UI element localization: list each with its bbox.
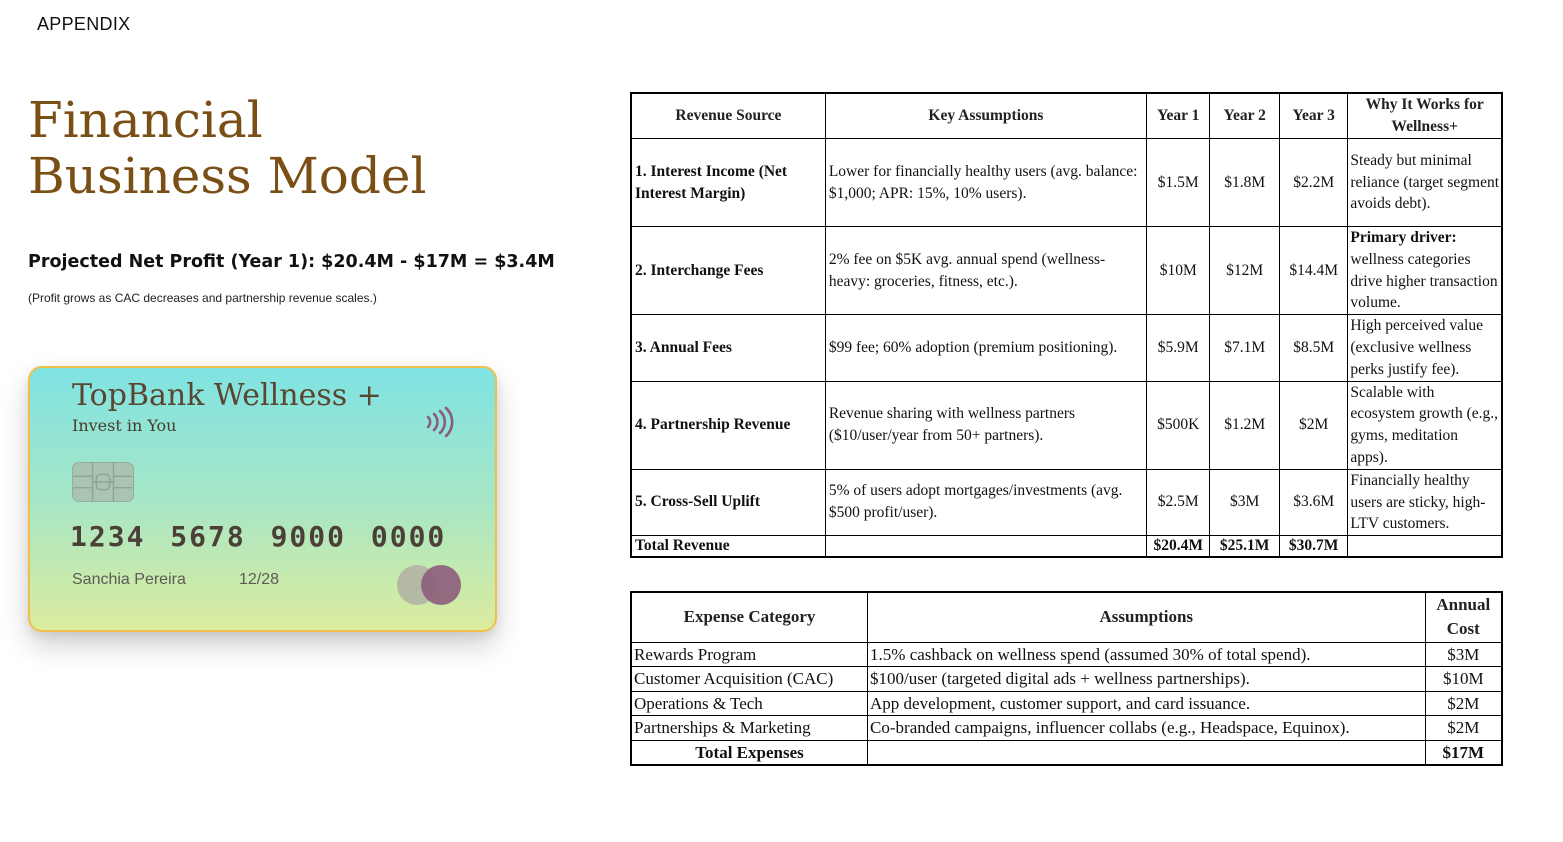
revenue-source: 2. Interchange Fees [631, 227, 825, 315]
year-1-value: $2.5M [1147, 469, 1210, 535]
expense-assumptions: App development, customer support, and card issuance. [868, 691, 1426, 716]
why-it-works-highlight: Primary driver: [1350, 229, 1457, 246]
why-it-works [1348, 227, 1502, 315]
key-assumptions: $99 fee; 60% adoption (premium positioning). [825, 315, 1146, 381]
annual-cost: $10M [1425, 667, 1502, 692]
expense-assumptions: $100/user (targeted digital ads + wellness partnerships). [868, 667, 1426, 692]
expense-table-header [631, 592, 1502, 642]
revenue-source: 3. Annual Fees [631, 315, 825, 381]
year-3-value: $3.6M [1279, 469, 1347, 535]
total-year-1: $20.4M [1147, 536, 1210, 557]
why-it-works [1348, 315, 1502, 381]
expense-category: Partnerships & Marketing [631, 716, 868, 741]
section-label: APPENDIX [37, 14, 131, 34]
annual-cost: $3M [1425, 642, 1502, 667]
credit-card-mockup [28, 366, 497, 632]
why-it-works-text: Financially healthy users are sticky, high-LTV customers. [1350, 471, 1486, 533]
annual-cost: $2M [1425, 691, 1502, 716]
revenue-source: 4. Partnership Revenue [631, 381, 825, 469]
net-profit-headline: Projected Net Profit (Year 1): $20.4M - $17M = $3.4M [28, 252, 555, 272]
annual-cost: $2M [1425, 716, 1502, 741]
why-it-works-text: Steady but minimal reliance (target segment avoids debt). [1350, 151, 1500, 213]
card-brand-name: TopBank Wellness + [72, 378, 382, 413]
table-row [631, 469, 1502, 535]
total-expenses-cost: $17M [1425, 740, 1502, 765]
key-assumptions: Revenue sharing with wellness partners ($10/user/year from 50+ partners). [825, 381, 1146, 469]
why-it-works-text: High perceived value (exclusive wellness perks justify fee). [1350, 317, 1483, 378]
key-assumptions: 5% of users adopt mortgages/investments (avg. $500 profit/user). [825, 469, 1146, 535]
year-2-value: $7.1M [1210, 315, 1279, 381]
why-it-works [1348, 381, 1502, 469]
header-annual-cost: Annual Cost [1425, 592, 1502, 642]
expense-category: Rewards Program [631, 642, 868, 667]
network-circle-right [421, 565, 461, 605]
chip-icon [72, 462, 134, 502]
page-title [28, 92, 427, 204]
table-row [631, 667, 1502, 692]
total-row [631, 740, 1502, 765]
year-2-value: $1.8M [1210, 139, 1279, 227]
year-1-value: $10M [1147, 227, 1210, 315]
card-number: 1234 5678 9000 0000 [70, 520, 447, 553]
header-year-3: Year 3 [1279, 93, 1347, 139]
total-empty-cell [1348, 536, 1502, 557]
year-1-value: $5.9M [1147, 315, 1210, 381]
year-3-value: $2.2M [1279, 139, 1347, 227]
contactless-icon [422, 406, 454, 438]
card-holder-name: Sanchia Pereira [72, 571, 186, 588]
expense-category: Customer Acquisition (CAC) [631, 667, 868, 692]
year-1-value: $1.5M [1147, 139, 1210, 227]
revenue-source: 5. Cross-Sell Uplift [631, 469, 825, 535]
total-empty-cell [868, 740, 1426, 765]
revenue-table [630, 92, 1503, 558]
header-year-1: Year 1 [1147, 93, 1210, 139]
year-3-value: $8.5M [1279, 315, 1347, 381]
year-2-value: $3M [1210, 469, 1279, 535]
key-assumptions: Lower for financially healthy users (avg. balance: $1,000; APR: 15%, 10% users). [825, 139, 1146, 227]
why-it-works [1348, 469, 1502, 535]
total-year-3: $30.7M [1279, 536, 1347, 557]
table-row [631, 691, 1502, 716]
table-row [631, 642, 1502, 667]
table-row [631, 227, 1502, 315]
table-row [631, 139, 1502, 227]
total-empty-cell [825, 536, 1146, 557]
table-row [631, 315, 1502, 381]
total-revenue-label: Total Revenue [631, 536, 825, 557]
year-1-value: $500K [1147, 381, 1210, 469]
page-title-line-2: Business Model [28, 147, 427, 205]
card-network-logo [397, 565, 467, 605]
why-it-works-text: wellness categories drive higher transaction volume. [1350, 250, 1498, 312]
total-row [631, 536, 1502, 557]
why-it-works-text: Scalable with ecosystem growth (e.g., gyms, meditation apps). [1350, 383, 1499, 466]
year-2-value: $12M [1210, 227, 1279, 315]
expense-assumptions: 1.5% cashback on wellness spend (assumed 30% of total spend). [868, 642, 1426, 667]
total-expenses-label: Total Expenses [631, 740, 868, 765]
key-assumptions: 2% fee on $5K avg. annual spend (wellness-heavy: groceries, fitness, etc.). [825, 227, 1146, 315]
revenue-source: 1. Interest Income (Net Interest Margin) [631, 139, 825, 227]
expense-table [630, 591, 1503, 766]
page-title-line-1: Financial [28, 91, 263, 149]
net-profit-note: (Profit grows as CAC decreases and partnership revenue scales.) [28, 291, 377, 305]
why-it-works [1348, 139, 1502, 227]
year-2-value: $1.2M [1210, 381, 1279, 469]
card-tagline: Invest in You [72, 416, 177, 435]
revenue-table-header [631, 93, 1502, 139]
expense-assumptions: Co-branded campaigns, influencer collabs (e.g., Headspace, Equinox). [868, 716, 1426, 741]
card-expiry: 12/28 [239, 571, 280, 588]
header-key-assumptions: Key Assumptions [825, 93, 1146, 139]
expense-category: Operations & Tech [631, 691, 868, 716]
header-why-it-works: Why It Works for Wellness+ [1348, 93, 1502, 139]
header-expense-category: Expense Category [631, 592, 868, 642]
total-year-2: $25.1M [1210, 536, 1279, 557]
header-revenue-source: Revenue Source [631, 93, 825, 139]
year-3-value: $14.4M [1279, 227, 1347, 315]
header-assumptions: Assumptions [868, 592, 1426, 642]
table-row [631, 381, 1502, 469]
table-row [631, 716, 1502, 741]
header-year-2: Year 2 [1210, 93, 1279, 139]
year-3-value: $2M [1279, 381, 1347, 469]
